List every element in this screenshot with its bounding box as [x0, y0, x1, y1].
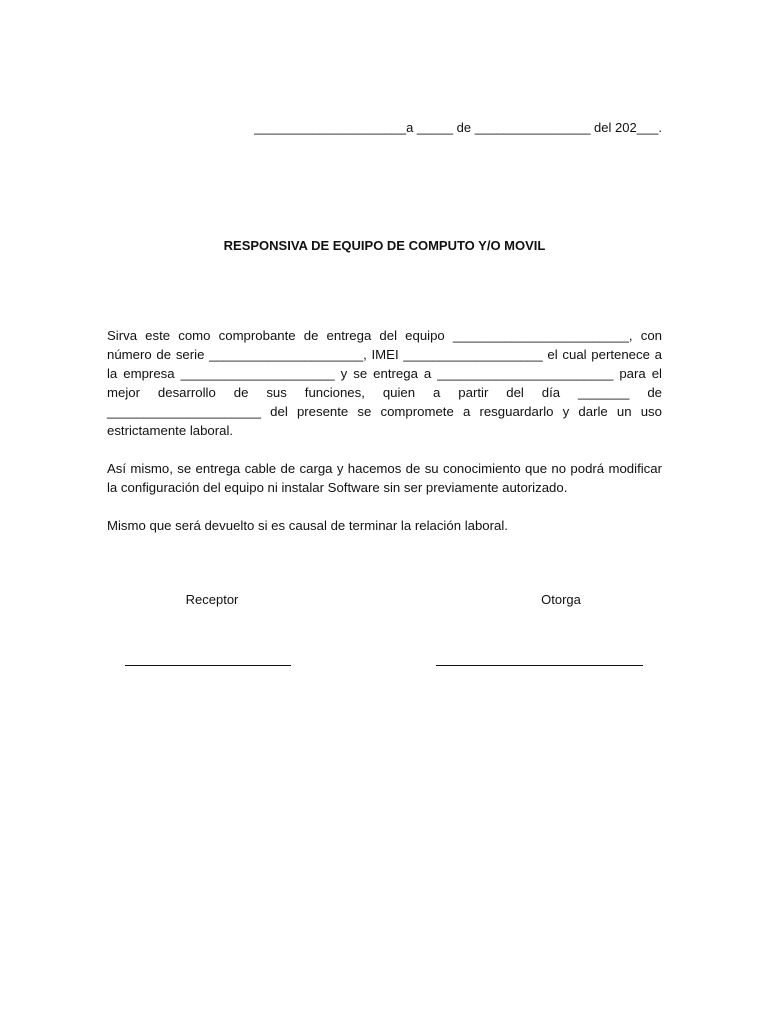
- otorga-signature-line: [436, 665, 643, 666]
- paragraph-equipment-delivery: Sirva este como comprobante de entrega del equipo ________________________, con número de serie _____________________, IMEI ___________________ el cual pertenece a la empresa _____________________ y se entrega a ________________________ para el mejor desarrollo de sus funciones, quien a partir del día _______ de _____________________ del presente se compromete a resguardarlo y darle un uso estrictamente laboral.: [107, 328, 662, 438]
- paragraph-charging-cable: Así mismo, se entrega cable de carga y hacemos de su conocimiento que no podrá modificar la configuración del equipo ni instalar Software sin ser previamente autorizado.: [107, 461, 662, 495]
- paragraph-return-condition: Mismo que será devuelto si es causal de terminar la relación laboral.: [107, 518, 508, 533]
- receptor-signature-line: [125, 665, 291, 666]
- document-title: RESPONSIVA DE EQUIPO DE COMPUTO Y/O MOVIL: [223, 238, 546, 253]
- receptor-label: Receptor: [185, 592, 239, 607]
- otorga-label: Otorga: [541, 592, 581, 607]
- date-line: _____________________a _____ de ________________ del 202___.: [254, 120, 662, 135]
